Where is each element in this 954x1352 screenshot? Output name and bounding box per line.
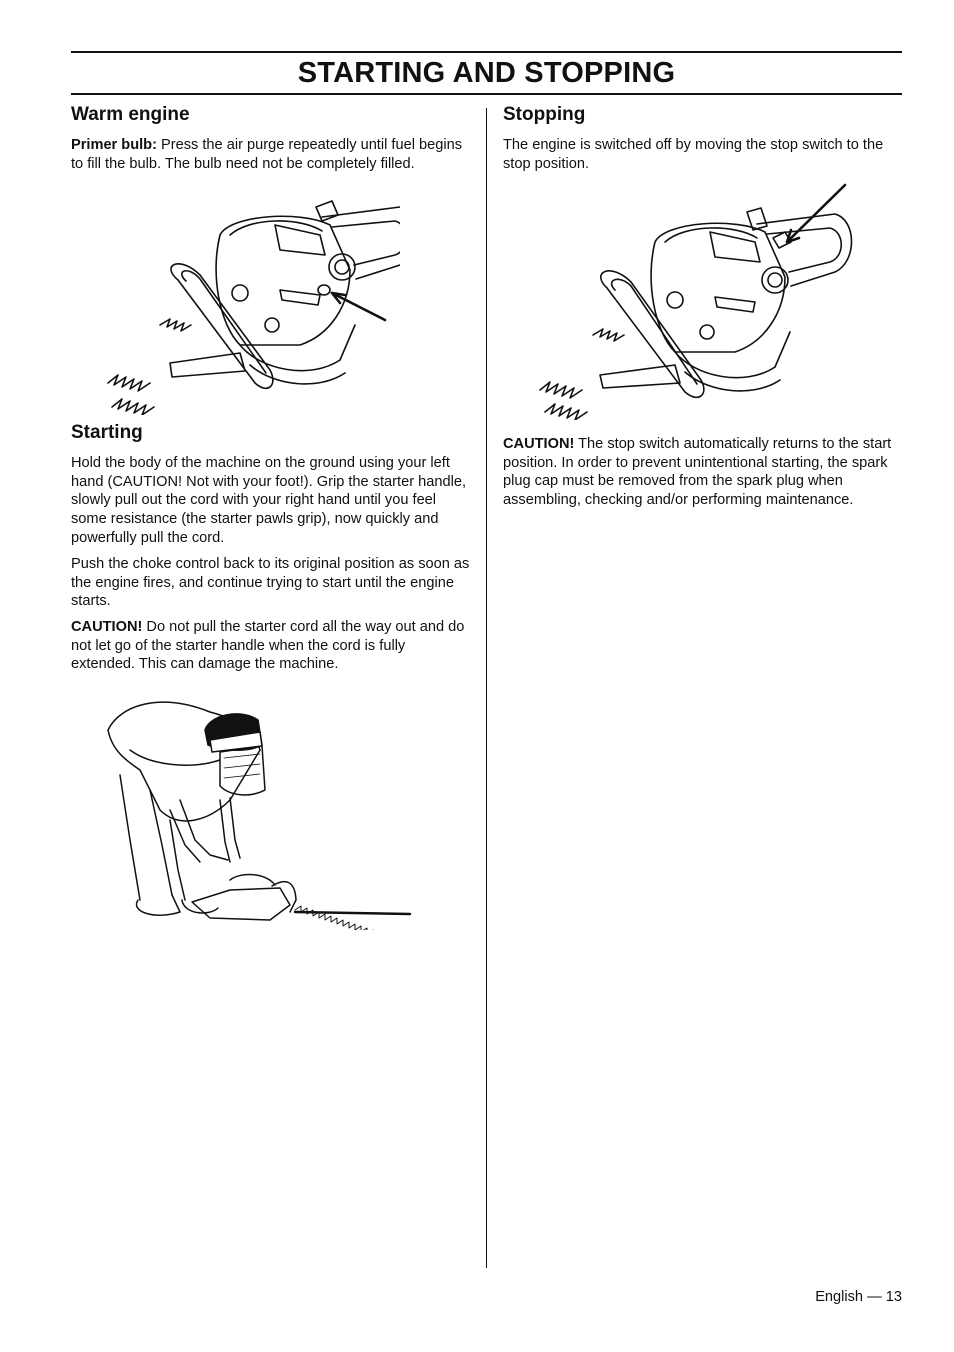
warm-engine-paragraph xyxy=(71,136,471,173)
header-top-rule xyxy=(71,51,902,53)
stopping-caution-label: CAUTION! xyxy=(503,436,575,452)
warm-engine-heading: Warm engine xyxy=(71,104,190,125)
starting-caution-text: Do not pull the starter cord all the way out and do not let go of the starter handle when the cord is fully extended. This can damage the machine. xyxy=(71,619,465,673)
primer-bulb-label: Primer bulb: xyxy=(71,137,157,153)
starting-figure xyxy=(100,690,415,930)
starting-caution xyxy=(71,618,471,674)
stopping-heading: Stopping xyxy=(503,104,586,125)
starting-heading: Starting xyxy=(71,422,143,443)
primer-bulb-figure xyxy=(100,195,400,415)
stopping-caution-text: The stop switch automatically returns to the start position. In order to prevent unintentional starting, the spark plug cap must be removed from the spark plug when assembling, checking and/or performing maintenance. xyxy=(503,436,892,509)
page-title: STARTING AND STOPPING xyxy=(297,57,676,89)
header-bottom-rule xyxy=(71,93,902,95)
starting-caution-label: CAUTION! xyxy=(71,619,143,635)
stopping-paragraph: The engine is switched off by moving the stop switch to the stop position. xyxy=(503,137,884,172)
starting-paragraph-2: Push the choke control back to its original position as soon as the engine fires, and continue trying to start until the engine starts. xyxy=(71,556,470,610)
stop-switch-figure xyxy=(535,180,855,420)
page-footer: English — 13 xyxy=(815,1289,902,1305)
starting-paragraph-1: Hold the body of the machine on the ground using your left hand (CAUTION! Not with your foot!). Grip the starter handle, slowly pull out the cord with your right hand until you feel some resistance (the starter pawls grip), now quickly and powerfully pull the cord. xyxy=(71,455,467,546)
primer-bulb-text: Press the air purge repeatedly until fuel begins to fill the bulb. The bulb need not be completely filled. xyxy=(71,137,462,172)
stopping-caution xyxy=(503,435,903,510)
column-divider xyxy=(486,108,487,1268)
